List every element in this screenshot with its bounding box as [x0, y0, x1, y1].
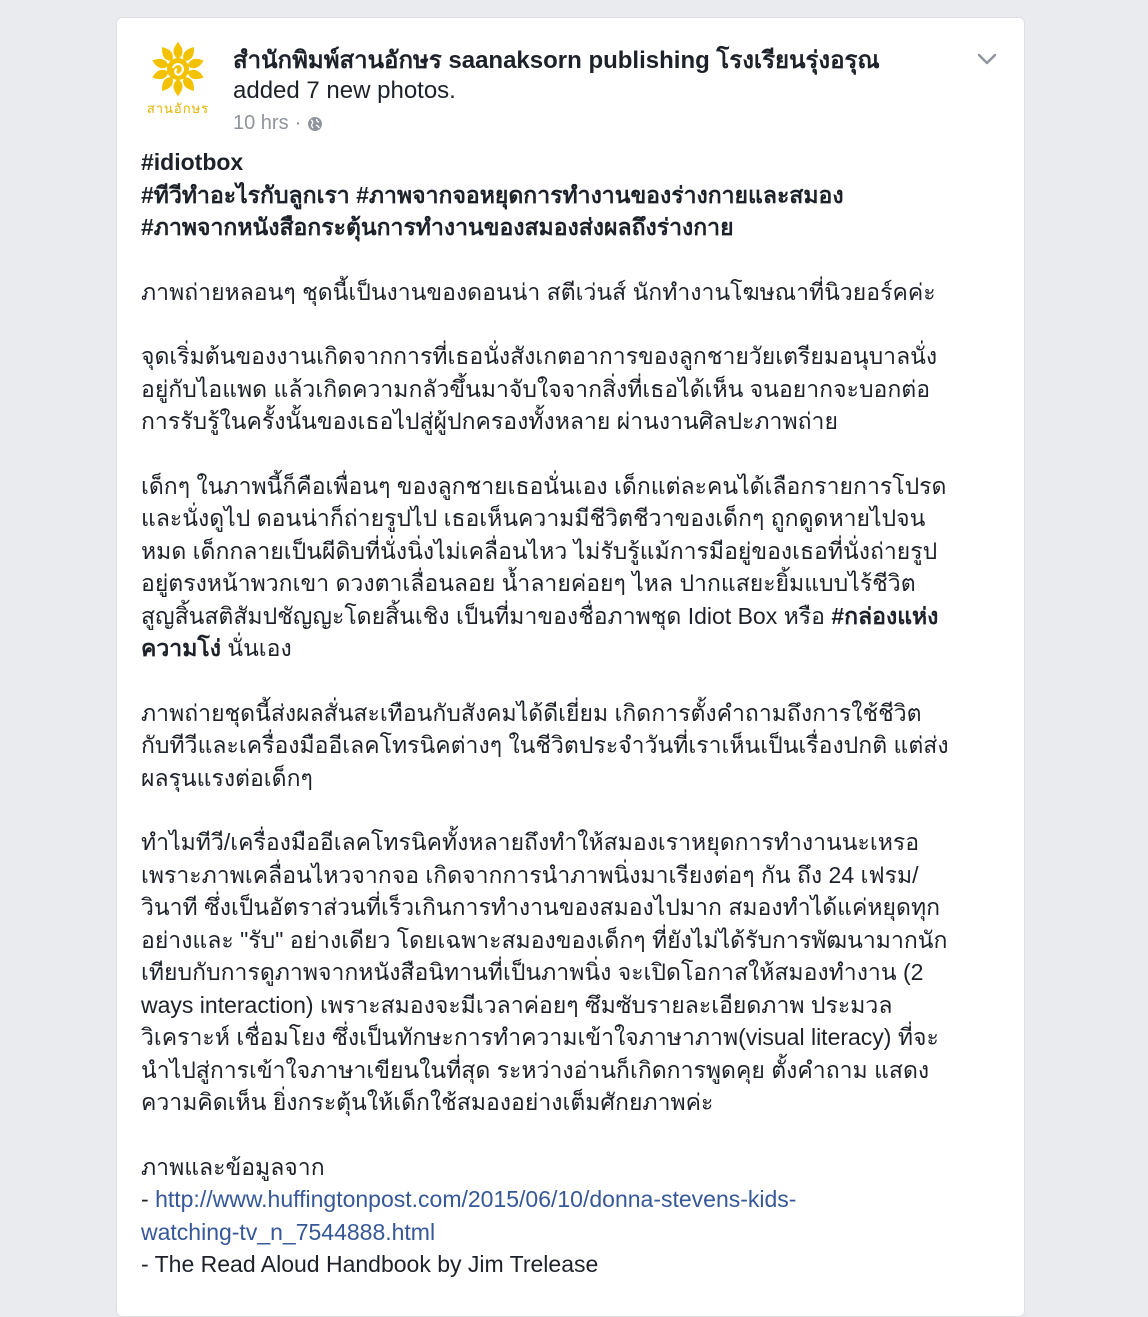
post-time[interactable]: 10 hrs — [233, 112, 289, 134]
meta-separator: · — [294, 112, 302, 134]
text-line: ความคิดเห็น ยิ่งกระตุ้นให้เด็กใช้สมองอย่างเต็มศักยภาพค่ะ — [141, 1089, 714, 1115]
source-link[interactable]: http://www.huffingtonpost.com/2015/06/10/donna-stevens-kids- — [155, 1186, 797, 1212]
author-name[interactable]: สำนักพิมพ์สานอักษร saanaksorn publishing โรงเรียนรุ่งอรุณ — [233, 47, 880, 74]
text-line: อยู่ตรงหน้าพวกเขา ดวงตาเลื่อนลอย น้ำลายค่อยๆ ไหล ปากแสยะยิ้มแบบไร้ชีวิต — [141, 570, 916, 596]
text-line: และนั่งดูไป ดอนน่าก็ถ่ายรูปไป เธอเห็นความมีชีวิตชีวาของเด็กๆ ถูกดูดหายไปจน — [141, 505, 926, 531]
text-line: กับทีวีและเครื่องมืออีเลคโทรนิคต่างๆ ในชีวิตประจำวันที่เราเห็นเป็นเรื่องปกติ แต่ส่ง — [141, 732, 949, 758]
text-line: วิเคราะห์ เชื่อมโยง ซึ่งเป็นทักษะการทำความเข้าใจภาษาภาพ(visual literacy) ที่จะ — [141, 1024, 939, 1050]
hashtag-link-cont[interactable]: ความโง่ — [141, 635, 221, 661]
post-header — [117, 18, 1024, 138]
text-line — [141, 600, 1011, 633]
text-line: หมด เด็กกลายเป็นผีดิบที่นั่งนิ่งไม่เคลื่อนไหว ไม่รับรู้แม้การมีอยู่ของเธอที่นั่งถ่ายรูป — [141, 537, 938, 564]
avatar-text: สานอักษร — [146, 102, 210, 117]
list-dash: - — [141, 1186, 149, 1212]
text-line: อย่างและ "รับ" อย่างเดียว โดยเฉพาะสมองของเด็กๆ ที่ยังไม่ได้รับการพัฒนามากนัก — [141, 926, 948, 953]
hashtag-line[interactable]: #ภาพจากหนังสือกระตุ้นการทำงานของสมองส่งผลถึงร่างกาย — [141, 214, 734, 240]
source-book: - The Read Aloud Handbook by Jim Trelease — [141, 1251, 599, 1277]
text-line — [141, 632, 1011, 665]
text-line: เทียบกับการดูภาพจากหนังสือนิทานที่เป็นภาพนิ่ง จะเปิดโอกาสให้สมองทำงาน (2 — [141, 959, 924, 985]
text-line: ways interaction) เพราะสมองจะมีเวลาค่อยๆ ซึมซับรายละเอียดภาพ ประมวล — [141, 991, 893, 1018]
post-card — [116, 17, 1025, 1317]
sources — [141, 1151, 1011, 1281]
text-line: จุดเริ่มต้นของงานเกิดจากการที่เธอนั่งสังเกตอาการของลูกชายวัยเตรียมอนุบาลนั่ง — [141, 343, 938, 369]
text-segment: นั่นเอง — [227, 635, 292, 661]
sun-logo-icon — [139, 40, 217, 102]
text-line: นำไปสู่การเข้าใจภาษาเขียนในที่สุด ระหว่างอ่านก็เกิดการพูดคุย ตั้งคำถาม แสดง — [141, 1056, 930, 1083]
text-line: วินาที ซึ่งเป็นอัตราส่วนที่เร็วเกินการทำงานของสมองไปมาก สมองทำได้แค่หยุดทุก — [141, 894, 941, 920]
paragraph — [141, 470, 1011, 665]
text-line: ภาพถ่ายชุดนี้ส่งผลสั่นสะเทือนกับสังคมได้ดีเยี่ยม เกิดการตั้งคำถามถึงการใช้ชีวิต — [141, 699, 922, 726]
text-line: เด็กๆ ในภาพนี้ก็คือเพื่อนๆ ของลูกชายเธอนั่นเอง เด็กแต่ละคนได้เลือกรายการโปรด — [141, 472, 947, 499]
text-segment: สูญสิ้นสติสัมปชัญญะโดยสิ้นเชิง เป็นที่มาของชื่อภาพชุด Idiot Box หรือ — [141, 602, 825, 629]
hashtag-block — [141, 146, 1011, 244]
paragraph — [141, 697, 1011, 795]
hashtag-line[interactable]: #idiotbox — [141, 149, 244, 175]
text-line: เพราะภาพเคลื่อนไหวจากจอ เกิดจากการนำภาพนิ่งมาเรียงต่อๆ กัน ถึง 24 เฟรม/ — [141, 861, 919, 888]
post-action: added 7 new photos. — [233, 77, 456, 104]
chevron-down-icon[interactable] — [976, 48, 998, 70]
post-body — [141, 146, 1011, 1313]
globe-icon[interactable] — [307, 116, 323, 132]
text-line: การรับรู้ในครั้งนั้นของเธอไปสู่ผู้ปกครองทั้งหลาย ผ่านงานศิลปะภาพถ่าย — [141, 408, 838, 434]
paragraph — [141, 826, 1011, 1119]
source-link-line — [141, 1183, 1011, 1216]
hashtag-link[interactable]: #กล่องแห่ง — [831, 602, 939, 629]
hashtag-line[interactable]: #ทีวีทำอะไรกับลูกเรา #ภาพจากจอหยุดการทำงานของร่างกายและสมอง — [141, 181, 844, 208]
post-meta — [233, 110, 323, 136]
text-line: อยู่กับไอแพด แล้วเกิดความกลัวขึ้นมาจับใจจากสิ่งที่เธอได้เห็น จนอยากจะบอกต่อ — [141, 375, 931, 402]
text-line: ทำไมทีวี/เครื่องมืออีเลคโทรนิคทั้งหลายถึงทำให้สมองเราหยุดการทำงานนะเหรอ — [141, 829, 920, 855]
paragraph: ภาพถ่ายหลอนๆ ชุดนี้เป็นงานของดอนน่า สตีเว่นส์ นักทำงานโฆษณาที่นิวยอร์คค่ะ — [141, 278, 936, 305]
sources-heading: ภาพและข้อมูลจาก — [141, 1153, 325, 1180]
paragraph — [141, 340, 1011, 438]
source-link-line — [141, 1216, 1011, 1249]
source-link-cont[interactable]: watching-tv_n_7544888.html — [141, 1218, 436, 1245]
text-line: ผลรุนแรงต่อเด็กๆ — [141, 764, 313, 791]
avatar[interactable] — [139, 40, 217, 122]
